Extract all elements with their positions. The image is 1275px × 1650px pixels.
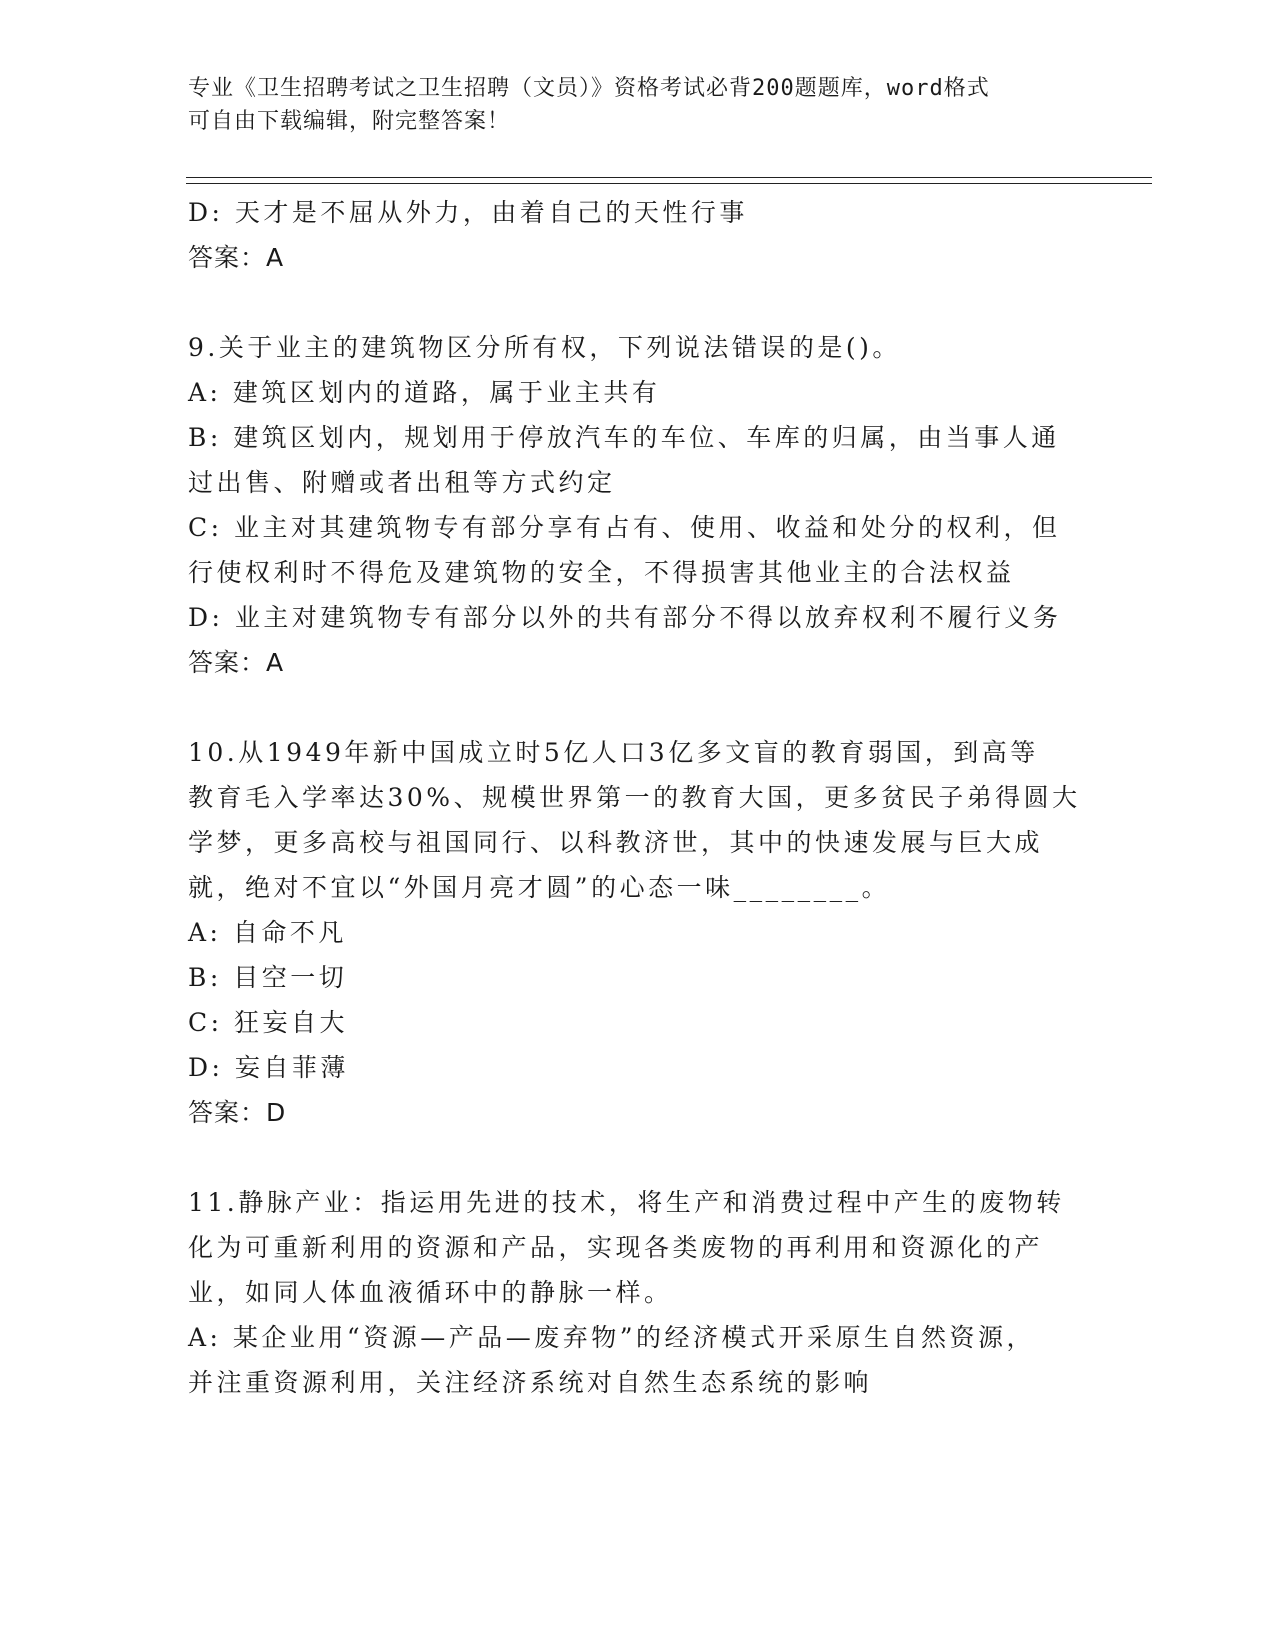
question-stem: 化为可重新利用的资源和产品，实现各类废物的再利用和资源化的产 [188, 1233, 1044, 1262]
option-line: A: 建筑区划内的道路，属于业主共有 [188, 378, 661, 407]
answer-line: 答案：A [188, 648, 285, 677]
header-divider-bottom [186, 183, 1152, 184]
question-line: D: 天才是不屈从外力，由着自己的天性行事 [188, 198, 748, 227]
question-stem: 9.关于业主的建筑物区分所有权，下列说法错误的是()。 [188, 333, 901, 362]
question-block [188, 730, 1093, 1135]
option-line: A: 自命不凡 [188, 918, 347, 947]
page-header [188, 72, 1068, 138]
option-line: 行使权利时不得危及建筑物的安全，不得损害其他业主的合法权益 [188, 558, 1015, 587]
question-stem: 业，如同人体血液循环中的静脉一样。 [188, 1278, 673, 1307]
question-block [188, 190, 1093, 280]
option-line: 并注重资源利用，关注经济系统对自然生态系统的影响 [188, 1368, 873, 1397]
option-line: B: 目空一切 [188, 963, 348, 992]
question-block [188, 325, 1093, 685]
option-line: C: 狂妄自大 [188, 1008, 348, 1037]
option-line: C: 业主对其建筑物专有部分享有占有、使用、收益和处分的权利，但 [188, 513, 1061, 542]
question-stem: 教育毛入学率达30%、规模世界第一的教育大国，更多贫民子弟得圆大 [188, 783, 1081, 812]
question-stem: 11.静脉产业：指运用先进的技术，将生产和消费过程中产生的废物转 [188, 1188, 1065, 1217]
header-divider-top [186, 177, 1152, 178]
option-line: D: 妄自菲薄 [188, 1053, 349, 1082]
option-line: A: 某企业用“资源—产品—废弃物”的经济模式开采原生自然资源， [188, 1323, 1035, 1352]
document-body [188, 190, 1093, 1405]
question-stem: 就，绝对不宜以“外国月亮才圆”的心态一味________。 [188, 873, 891, 902]
question-block [188, 1180, 1093, 1405]
question-stem: 学梦，更多高校与祖国同行、以科教济世，其中的快速发展与巨大成 [188, 828, 1044, 857]
answer-line: 答案：A [188, 243, 285, 272]
header-line-2: 可自由下载编辑，附完整答案！ [188, 109, 511, 134]
answer-line: 答案：D [188, 1098, 287, 1127]
option-line: D: 业主对建筑物专有部分以外的共有部分不得以放弃权利不履行义务 [188, 603, 1062, 632]
header-line-1: 专业《卫生招聘考试之卫生招聘（文员）》资格考试必背200题题库，word格式 [188, 76, 990, 101]
option-line: 过出售、附赠或者出租等方式约定 [188, 468, 616, 497]
option-line: B: 建筑区划内，规划用于停放汽车的车位、车库的归属，由当事人通 [188, 423, 1060, 452]
question-stem: 10.从1949年新中国成立时5亿人口3亿多文盲的教育弱国，到高等 [188, 738, 1039, 767]
